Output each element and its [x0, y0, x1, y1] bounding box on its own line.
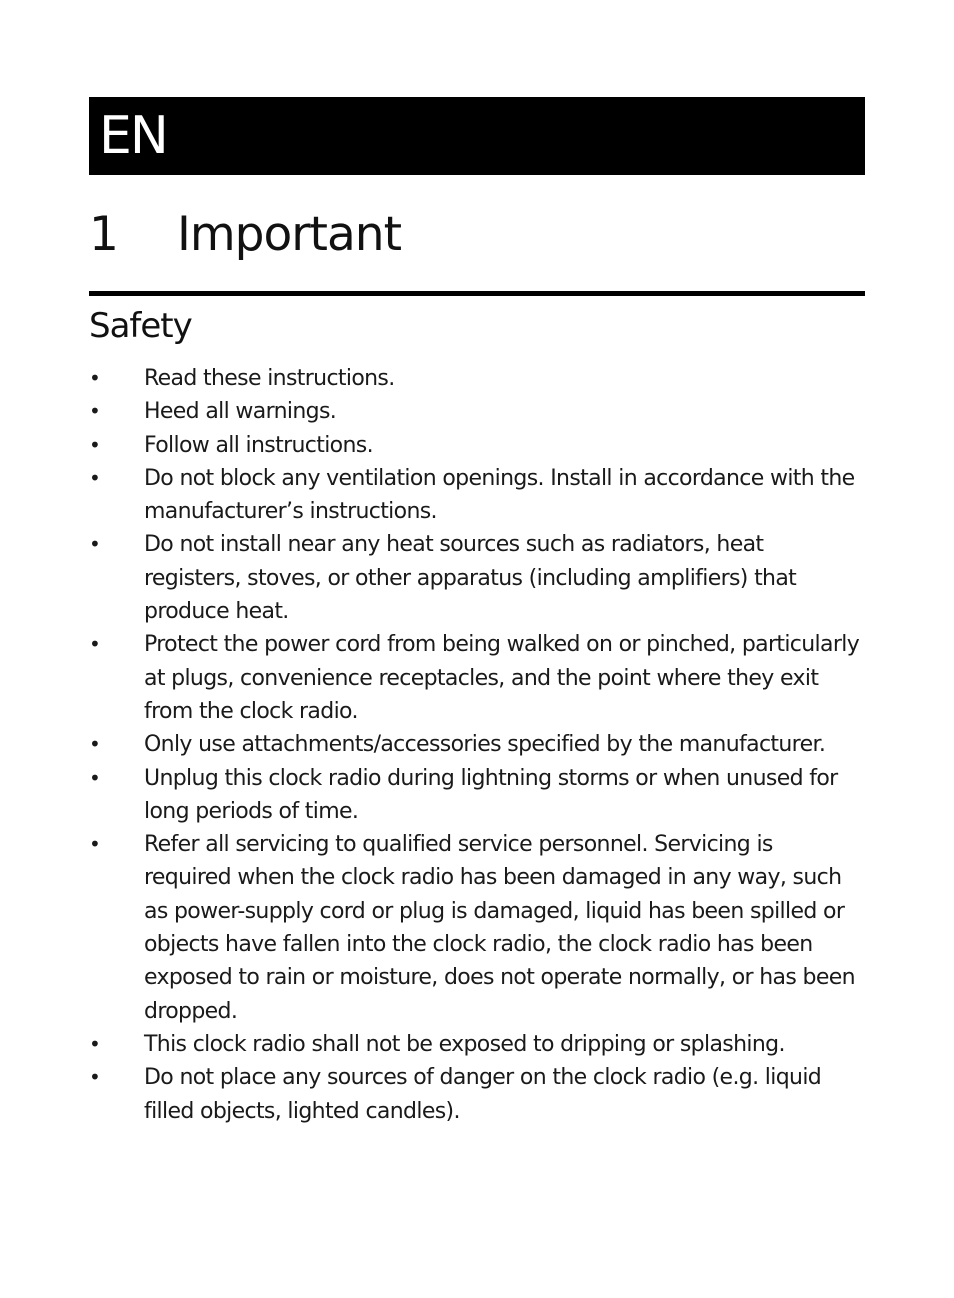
bullet-icon: •: [89, 832, 101, 857]
safety-list: [89, 362, 865, 1128]
list-item-text: Do not install near any heat sources such as radiators, heat registers, stoves, or other apparatus (including amplifiers) that produce heat.: [144, 532, 797, 625]
list-item-text: Protect the power cord from being walked on or pinched, particularly at plugs, convenience receptacles, and the point where they exit from the clock radio.: [144, 632, 860, 724]
bullet-icon: •: [89, 732, 101, 757]
list-item-text: This clock radio shall not be exposed to dripping or splashing.: [144, 1031, 785, 1057]
list-item: [89, 828, 865, 1028]
chapter-heading: [89, 200, 865, 270]
list-item: [89, 528, 865, 628]
bullet-icon: •: [89, 1065, 101, 1090]
bullet-icon: •: [89, 432, 101, 457]
language-code: EN: [99, 106, 167, 166]
bullet-icon: •: [89, 532, 101, 557]
list-item-text: Only use attachments/accessories specified by the manufacturer.: [144, 732, 826, 758]
section-title: Safety: [89, 306, 192, 346]
chapter-divider: [89, 291, 865, 296]
list-item-text: Do not block any ventilation openings. Install in accordance with the manufacturer’s instructions.: [144, 465, 855, 525]
list-item: [89, 628, 865, 728]
list-item-text: Follow all instructions.: [144, 432, 373, 458]
list-item: [89, 462, 865, 529]
list-item-text: Unplug this clock radio during lightning storms or when unused for long periods of time.: [144, 765, 838, 824]
bullet-icon: •: [89, 399, 101, 424]
language-header-bar: [89, 97, 865, 175]
bullet-icon: •: [89, 465, 101, 490]
bullet-icon: •: [89, 632, 101, 657]
bullet-icon: •: [89, 366, 101, 390]
chapter-number: 1: [89, 207, 119, 262]
list-item-text: Do not place any sources of danger on the clock radio (e.g. liquid filled objects, lighted candles).: [144, 1065, 822, 1124]
list-item: [89, 362, 865, 395]
list-item: [89, 1028, 865, 1061]
list-item: [89, 762, 865, 829]
list-item-text: Refer all servicing to qualified service personnel. Servicing is required when the clock radio has been damaged in any way, such as power-supply cord or plug is damaged, liquid has been spilled or objects have fallen into the clock radio, the clock radio has been exposed to rain or moisture, does not operate normally, or has been dropped.: [144, 832, 855, 1024]
list-item: [89, 1061, 865, 1128]
chapter-title: Important: [177, 207, 402, 262]
list-item: [89, 429, 865, 462]
list-item-text: Read these instructions.: [144, 366, 395, 391]
bullet-icon: •: [89, 765, 101, 790]
list-item-text: Heed all warnings.: [144, 399, 337, 425]
list-item: [89, 395, 865, 428]
list-item: [89, 728, 865, 761]
bullet-icon: •: [89, 1031, 101, 1056]
